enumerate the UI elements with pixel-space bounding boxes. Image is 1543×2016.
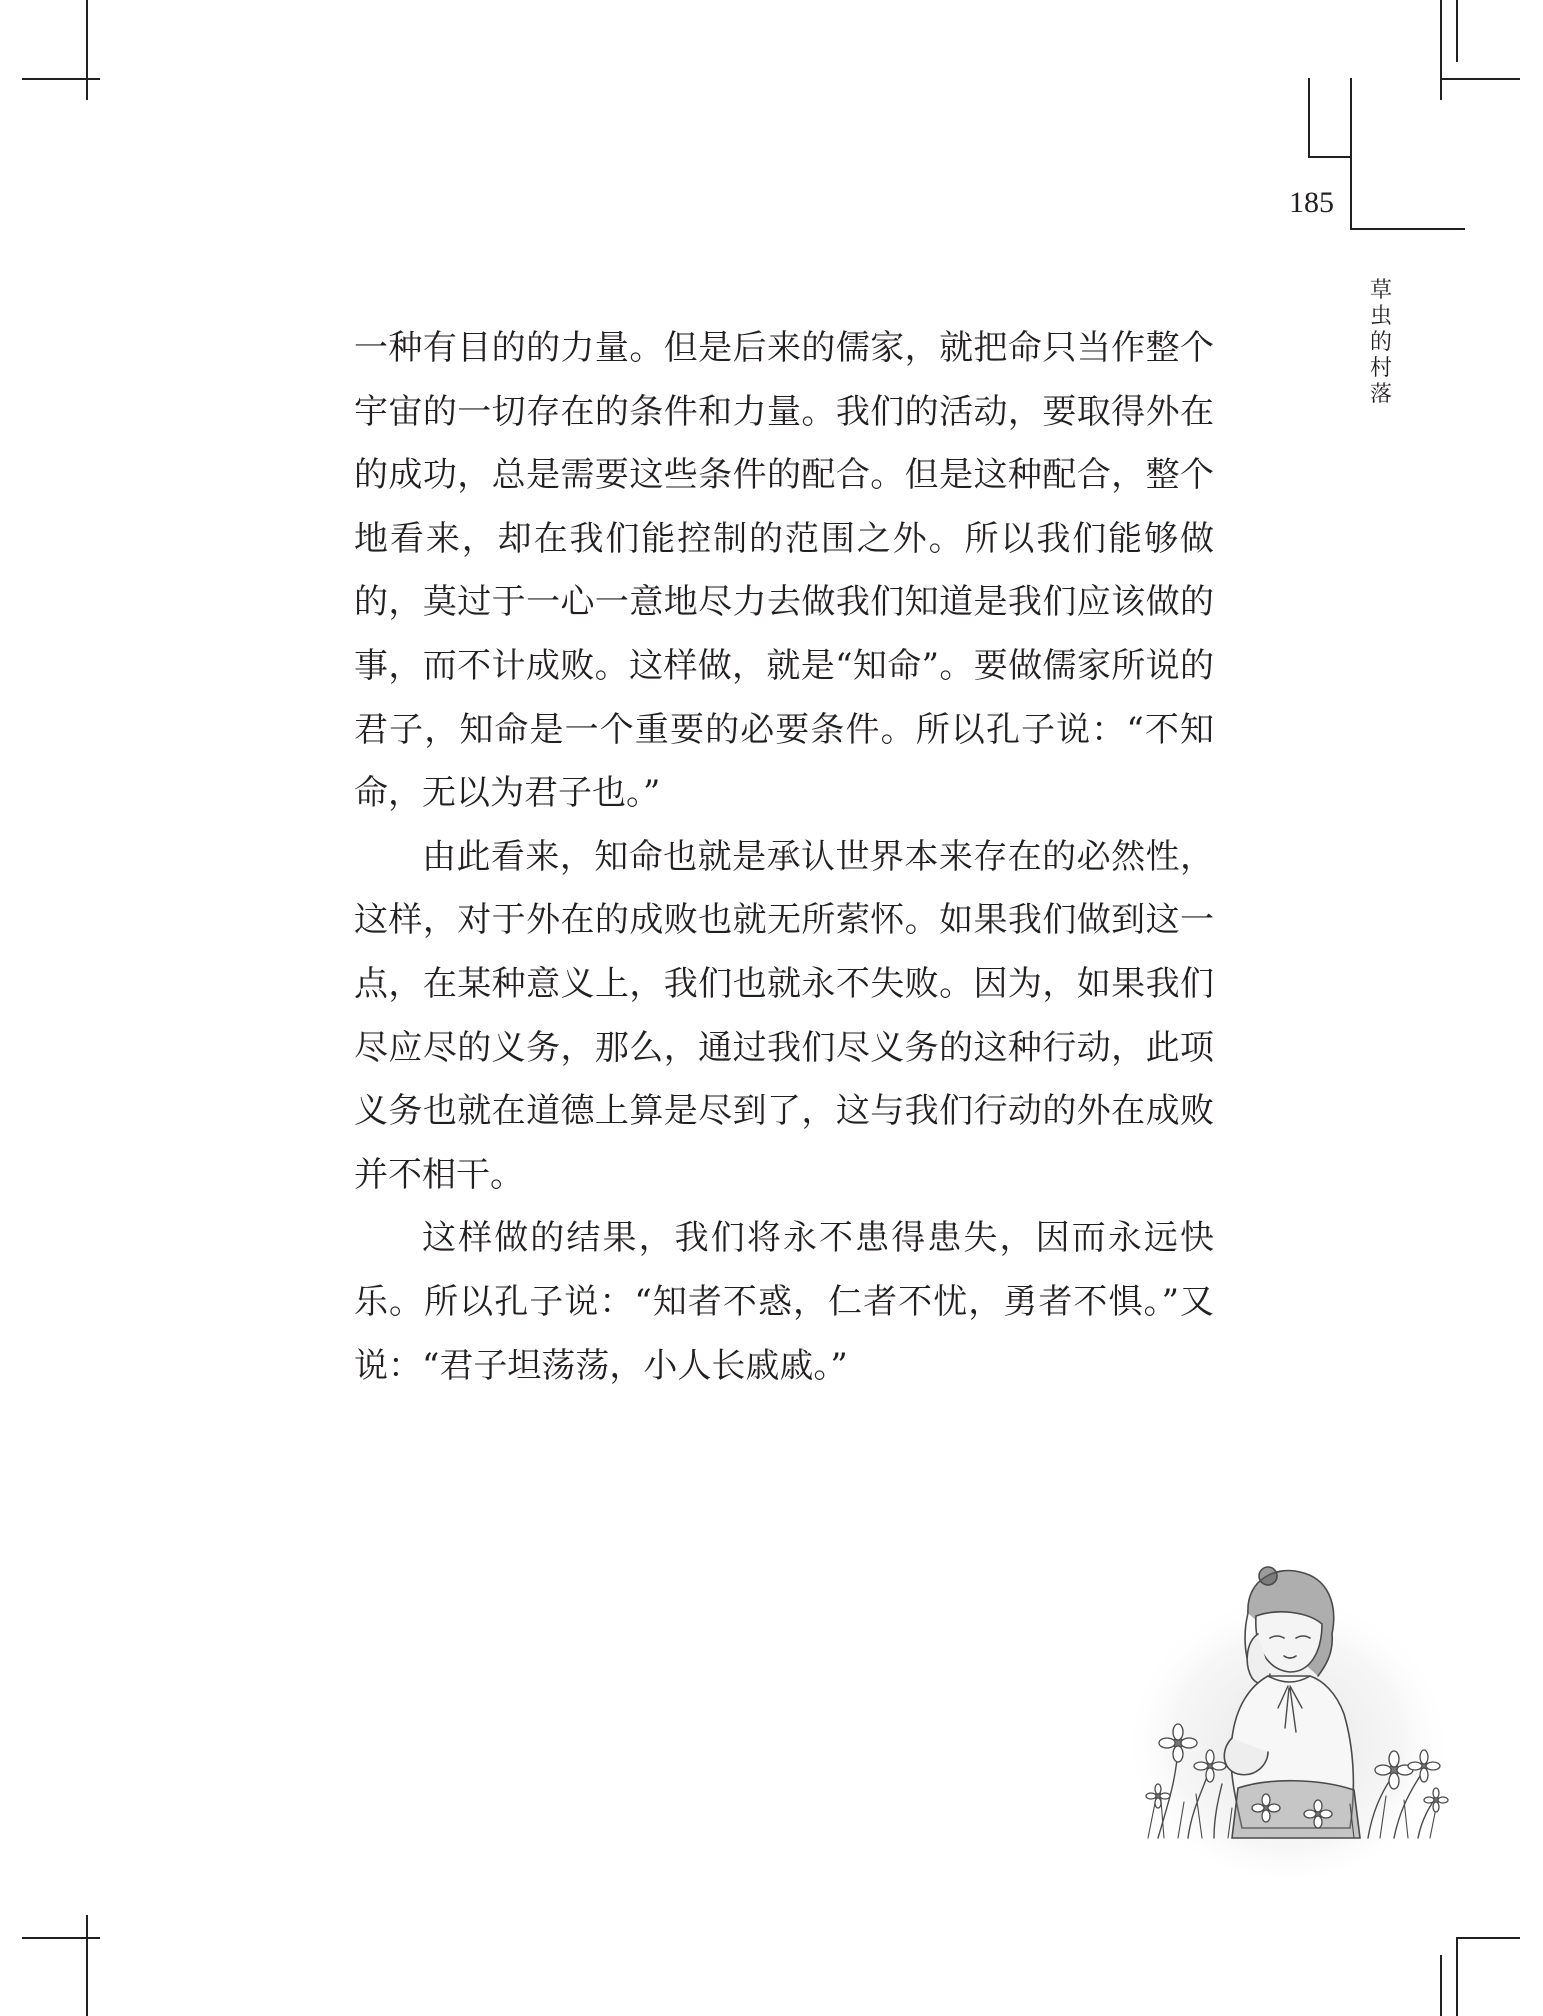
paragraph: 由此看来，知命也就是承认世界本来存在的必然性，这样，对于外在的成败也就无所萦怀。如果我们做到这一点，在某种意义上，我们也就永不失败。因为，如果我们尽应尽的义务，那么，通过我们尽义务的这种行动，此项义务也就在道德上算是尽到了，这与我们行动的外在成败并不相干。 (354, 836, 1214, 1195)
girl-among-flowers-sketch-icon (1118, 1538, 1458, 1878)
chapter-title: 草虫的村落 (1369, 278, 1392, 407)
page-number: 185 (1289, 186, 1334, 219)
body-text (354, 317, 1214, 1398)
paragraph: 这样做的结果，我们将永不患得患失，因而永远快乐。所以孔子说：“知者不惑，仁者不忧，勇者不惧。”又说：“君子坦荡荡，小人长戚戚。” (354, 1218, 1214, 1386)
paragraph: 一种有目的的力量。但是后来的儒家，就把命只当作整个宇宙的一切存在的条件和力量。我们的活动，要取得外在的成功，总是需要这些条件的配合。但是这种配合，整个地看来，却在我们能控制的范围之外。所以我们能够做的，莫过于一心一意地尽力去做我们知道是我们应该做的事，而不计成败。这样做，就是“知命”。要做儒家所说的君子，知命是一个重要的必要条件。所以孔子说：“不知命，无以为君子也。” (354, 328, 1214, 814)
